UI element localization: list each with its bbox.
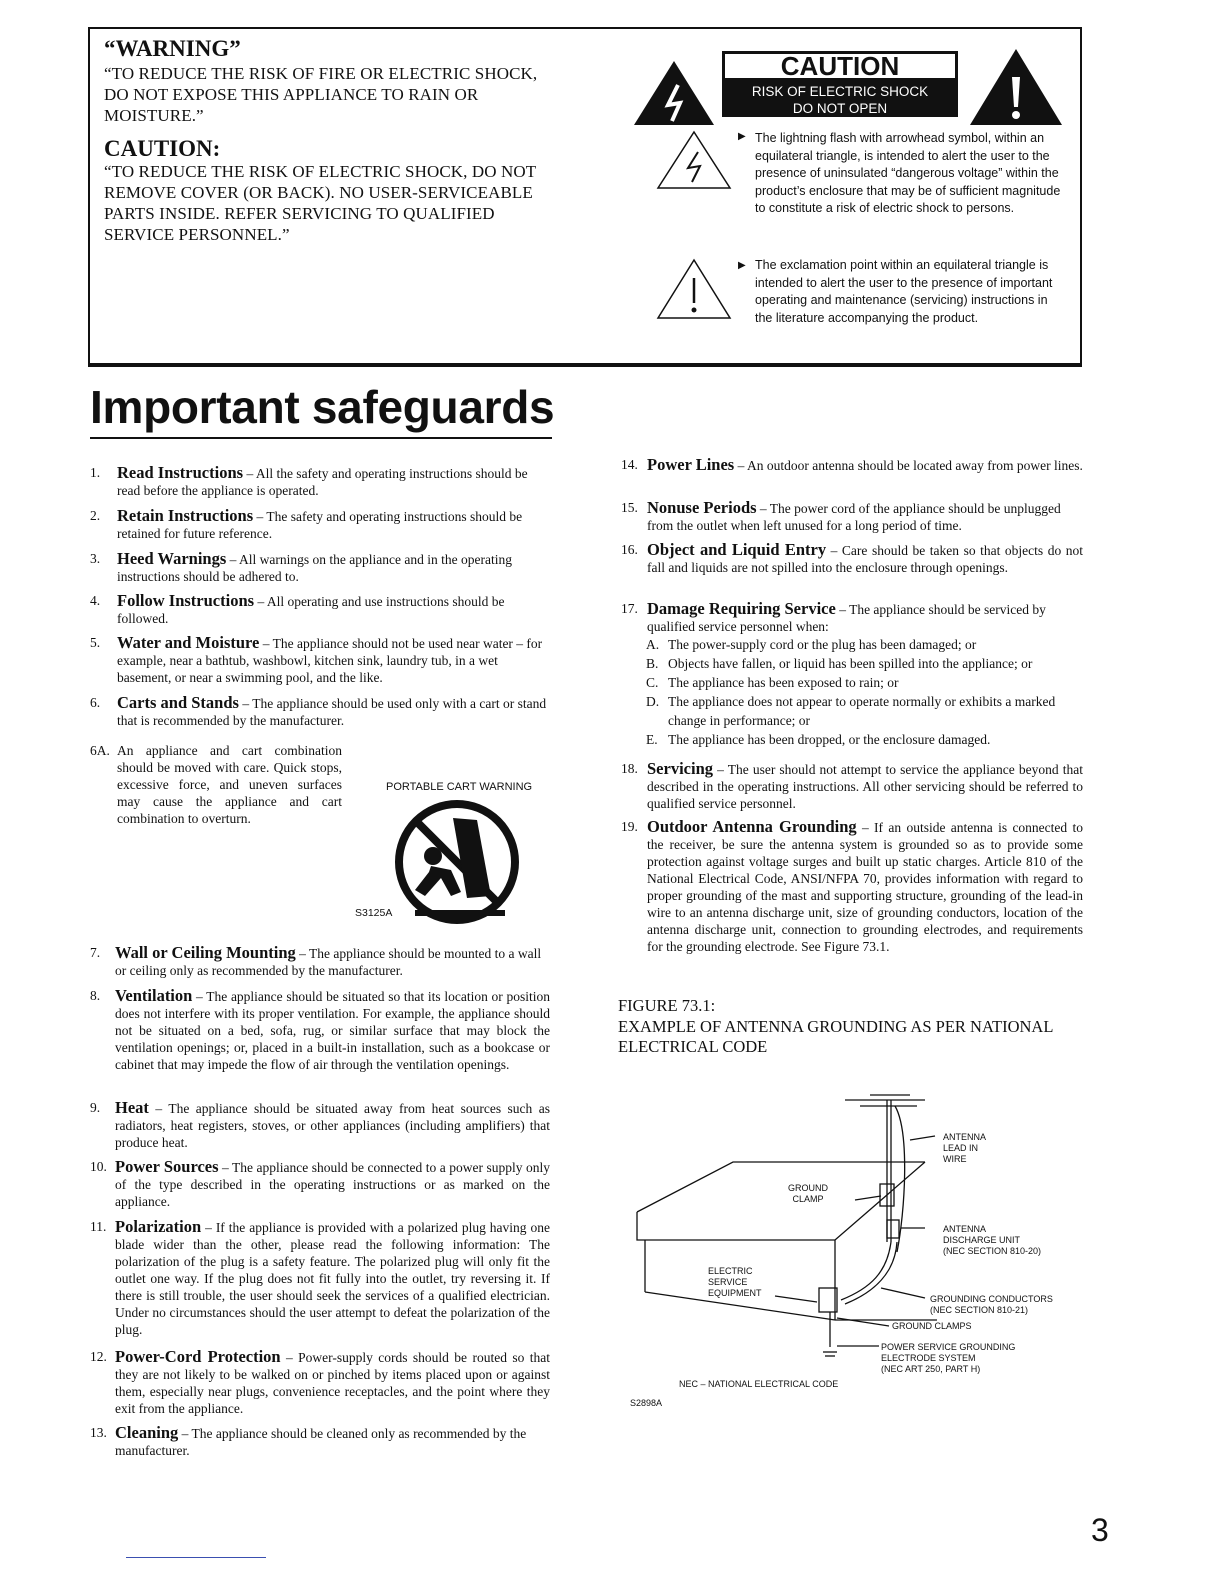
caution-title: CAUTION: — [104, 136, 221, 161]
footer-rule — [126, 1557, 266, 1558]
list-item: 1. Read Instructions – All the safety and operating instructions should be read before the appliance is operated. — [90, 463, 528, 498]
list-item: 15. Nonuse Periods – The power cord of the appliance should be unplugged from the outlet when left unused for a long period of time. — [621, 498, 1061, 533]
label-ground-clamp: GROUND CLAMP — [788, 1183, 828, 1204]
label-discharge-unit: ANTENNA DISCHARGE UNIT (NEC SECTION 810-20) — [943, 1224, 1042, 1256]
list-item: D. The appliance does not appear to operate normally or exhibits a marked change in performance; or — [646, 694, 1056, 728]
list-item: 12. Power-Cord Protection – Power-supply cords should be routed so that they are not likely to be walked on or pinched by items placed upon or against them, especially near plugs, convenience receptacles, and the point where they exit from the appliance. — [90, 1347, 550, 1416]
list-item: 17. Damage Requiring Service – The appliance should be serviced by qualified service personnel when: — [621, 599, 1046, 634]
cart-warning-label: PORTABLE CART WARNING — [386, 781, 533, 793]
bullet-icon: ▶ — [738, 131, 746, 142]
label-grounding-conductors: GROUNDING CONDUCTORS (NEC SECTION 810-21) — [930, 1294, 1053, 1315]
label-grounding-electrode: POWER SERVICE GROUNDING ELECTRODE SYSTEM (NEC ART 250, PART H) — [881, 1342, 1016, 1374]
damage-list — [646, 635, 1082, 749]
list-item: 6. Carts and Stands – The appliance should be used only with a cart or stand that is recommended by the manufacturer. — [90, 693, 547, 728]
list-item: 3. Heed Warnings – All warnings on the appliance and in the operating instructions should be adhered to. — [90, 549, 512, 584]
list-item: B. Objects have fallen, or liquid has been spilled into the appliance; or — [646, 656, 1033, 671]
warning-text: “TO REDUCE THE RISK OF FIRE OR ELECTRIC SHOCK, DO NOT EXPOSE THIS APPLIANCE TO RAIN OR MOISTURE.” — [104, 64, 538, 125]
lightning-triangle-icon — [632, 59, 716, 127]
figure-code: S2898A — [630, 1398, 663, 1408]
label-ground-clamps: GROUND CLAMPS — [892, 1321, 972, 1331]
label-electric-service: ELECTRIC SERVICE EQUIPMENT — [708, 1266, 762, 1298]
lightning-explanation: The lightning flash with arrowhead symbol, within an equilateral triangle, is intended to alert the user to the presence of uninsulated “dangerous voltage” within the product’s enclosure that may be of sufficient magnitude to constitute a risk of electric shock to persons. — [755, 131, 1061, 215]
figure-caption: EXAMPLE OF ANTENNA GROUNDING AS PER NATIONAL ELECTRICAL CODE — [618, 1017, 1053, 1056]
caution-label-banner — [722, 81, 958, 117]
caution-label-line2: DO NOT OPEN — [792, 101, 888, 116]
warning-title: “WARNING” — [104, 36, 241, 61]
caution-text: “TO REDUCE THE RISK OF ELECTRIC SHOCK, DO NOT REMOVE COVER (OR BACK). NO USER-SERVICEABLE PARTS INSIDE. REFER SERVICING TO QUALIFIED SERVICE PERSONNEL.” — [104, 162, 536, 244]
page-number: 3 — [1091, 1512, 1109, 1548]
list-item: 8. Ventilation – The appliance should be situated so that its location or position does not interfere with its proper ventilation. For example, the appliance should not be situated on a bed, sofa, rug, or similar surface that may block the ventilation openings; or, placed in a built-in installation, such as a bookcase or cabinet that may impede the flow of air through the ventilation openings. — [90, 986, 550, 1072]
label-antenna-lead: ANTENNA LEAD IN WIRE — [943, 1132, 987, 1164]
exclamation-outline-icon — [656, 258, 732, 320]
caution-label-title: CAUTION — [780, 51, 900, 81]
list-item: 16. Object and Liquid Entry – Care should be taken so that objects do not fall and liquids are not spilled into the enclosure through openings. — [621, 540, 1083, 575]
list-item: 9. Heat – The appliance should be situated away from heat sources such as radiators, heat registers, stoves, or other appliances (including amplifiers) that produce heat. — [90, 1098, 550, 1150]
list-item: 7. Wall or Ceiling Mounting – The appliance should be mounted to a wall or ceiling only as recommended by the manufacturer. — [90, 943, 542, 978]
list-item: 19. Outdoor Antenna Grounding – If an outside antenna is connected to the receiver, be sure the antenna system is grounded so as to provide some protection against voltage surges and built up static charges. Article 810 of the National Electrical Code, ANSI/NFPA 70, provides information with regard to proper grounding of the mast and supporting structure, grounding of the lead-in wire to an antenna discharge unit, size of grounding conductors, location of the antenna discharge unit, connection to grounding electrodes, and requirements for the grounding electrode. See Figure 73.1. — [621, 817, 1083, 954]
exclamation-triangle-icon — [966, 47, 1066, 127]
list-item: A. The power-supply cord or the plug has been damaged; or — [646, 637, 977, 652]
label-nec: NEC – NATIONAL ELECTRICAL CODE — [679, 1379, 839, 1389]
list-item: 4. Follow Instructions – All operating and use instructions should be followed. — [90, 591, 505, 626]
caution-label — [632, 47, 1068, 127]
figure-label: FIGURE 73.1: — [618, 996, 716, 1015]
page-title: Important safeguards — [90, 381, 555, 433]
list-item: 13. Cleaning – The appliance should be cleaned only as recommended by the manufacturer. — [90, 1423, 527, 1458]
title-rule — [90, 437, 552, 439]
list-item: 11. Polarization – If the appliance is provided with a polarized plug having one blade wider than the other, please read the following information: The polarization of the plug is a safety feature. The polarized plug will only fit the outlet one way. If the plug does not fit fully into the outlet, try reversing it. If there is still trouble, the user should seek the services of a qualified electrician. Under no circumstances should the user attempt to defeat the polarization of the plug. — [90, 1217, 550, 1337]
list-item: 5. Water and Moisture – The appliance should not be used near water – for example, near a bathtub, washbowl, kitchen sink, laundry tub, in a wet basement, or near a swimming pool, and the like. — [90, 633, 543, 685]
exclamation-explanation: The exclamation point within an equilateral triangle is intended to alert the user to the presence of important operating and maintenance (servicing) instructions in the literature accompanying the product. — [755, 258, 1053, 325]
lightning-outline-icon — [656, 130, 732, 190]
list-item: E. The appliance has been dropped, or the enclosure damaged. — [646, 732, 991, 747]
list-item: 2. Retain Instructions – The safety and operating instructions should be retained for future reference. — [90, 506, 523, 541]
caution-label-line1: RISK OF ELECTRIC SHOCK — [751, 84, 929, 99]
list-item: 18. Servicing – The user should not attempt to service the appliance beyond that described in the operating instructions. All other servicing should be referred to qualified service personnel. — [621, 759, 1083, 811]
list-item: C. The appliance has been exposed to rain; or — [646, 675, 899, 690]
list-item: 14. Power Lines – An outdoor antenna should be located away from power lines. — [621, 455, 1083, 474]
cart-warning-code: S3125A — [355, 907, 393, 919]
tipping-cart-icon — [395, 800, 519, 924]
bullet-icon: ▶ — [738, 260, 746, 271]
list-item: 10. Power Sources – The appliance should be connected to a power supply only of the type described in the operating instructions or as marked on the appliance. — [90, 1157, 550, 1209]
list-item-6a: 6A. An appliance and cart combination should be moved with care. Quick stops, excessive force, and uneven surfaces may cause the appliance and cart combination to overturn. — [90, 743, 342, 826]
